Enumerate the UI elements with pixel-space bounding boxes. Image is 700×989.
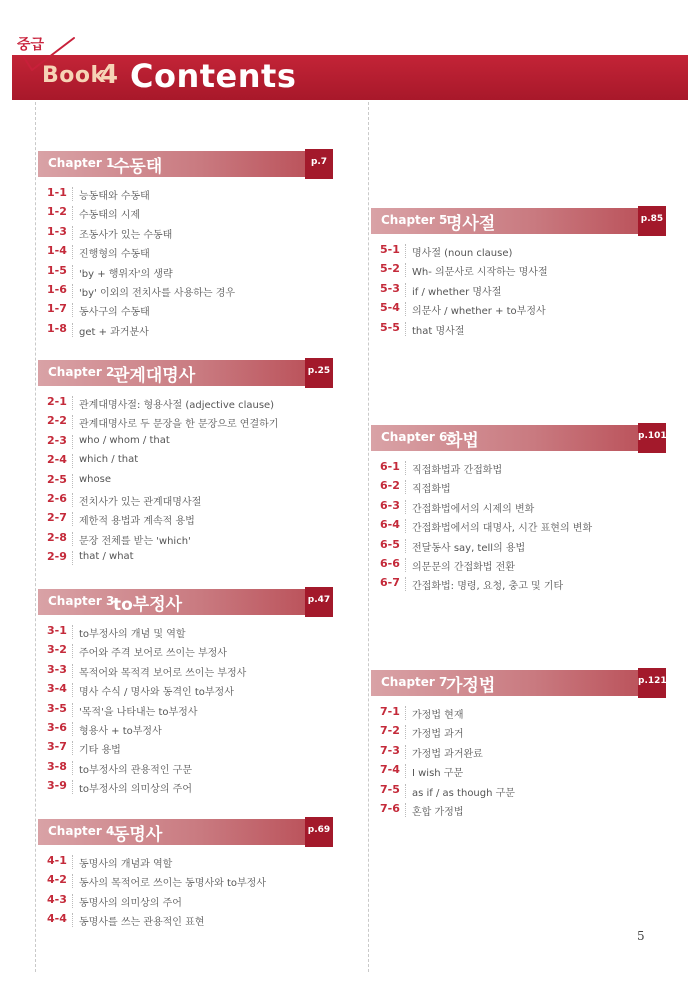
chapter-title: to부정사 [113,595,183,615]
section-number: 1-7 [47,302,67,316]
section-number: 2-9 [47,550,67,564]
section-number: 2-7 [47,511,67,525]
section-separator [405,745,406,759]
section-list [371,703,666,819]
section-title: 전치사가 있는 관계대명사절 [79,496,202,508]
section-title: 동명사의 개념과 역할 [79,859,173,870]
section-item [38,852,333,871]
section-number: 5-1 [380,243,400,256]
section-item [371,319,666,338]
section-title: 동사의 목적어로 쓰이는 동명사와 to부정사 [79,878,266,890]
section-separator [405,322,406,336]
section-title: 동명사를 쓰는 관용적인 표현 [79,917,205,929]
section-number: 7-2 [380,724,400,738]
section-separator [405,519,406,533]
section-title: get + 과거분사 [79,326,149,338]
chapter-1-block [38,151,333,339]
section-item [38,451,333,470]
section-title: 주어와 주격 보어로 쓰이는 부정사 [79,648,227,660]
section-title: as if / as though 구문 [412,787,515,799]
section-number: 1-1 [47,186,67,199]
section-separator [405,577,406,591]
section-separator [405,500,406,514]
page-number: 5 [637,929,645,943]
section-title: 관계대명사절: 형용사절 (adjective clause) [79,400,275,411]
section-separator [72,722,73,736]
section-title: 'by' 이외의 전치사를 사용하는 경우 [79,287,236,299]
section-list [371,458,666,594]
section-separator [72,454,73,468]
section-number: 3-5 [47,701,67,715]
section-separator [72,415,73,429]
section-title: 가정법 과거완료 [412,748,483,760]
section-separator [72,683,73,697]
chapter-header-bar [38,819,333,845]
section-number: 5-5 [380,320,400,334]
section-title: 직접화법과 간접화법 [412,465,503,476]
chapter-6-block [371,425,666,594]
section-title: 명사 수식 / 명사와 동격인 to부정사 [79,687,234,699]
section-title: that 명사절 [412,325,465,337]
section-number: 5-2 [380,262,400,276]
section-separator [72,644,73,658]
section-separator [405,244,406,258]
section-separator [72,551,73,565]
section-item [38,891,333,910]
chapter-header-bar [38,589,333,615]
section-item [38,719,333,738]
section-item [371,260,666,279]
section-title: 관계대명사로 두 문장을 한 문장으로 연결하기 [79,419,279,431]
section-item [38,320,333,339]
section-number: 3-2 [47,643,67,657]
chapter-title: 명사절 [446,214,496,234]
section-title: I wish 구문 [412,768,464,780]
section-title: 간접화법에서의 시제의 변화 [412,503,535,515]
section-item [371,516,666,535]
chapter-7-block [371,670,666,819]
section-item [38,281,333,300]
section-separator [72,435,73,449]
section-number: 3-9 [47,779,67,793]
chapter-header-bar [38,151,333,177]
section-item [371,477,666,496]
section-title: which / that [79,454,139,466]
section-item [38,871,333,890]
chapter-label: Chapter 4 [48,824,115,838]
section-title: 명사절 (noun clause) [412,248,513,259]
section-item [38,432,333,451]
section-number: 6-5 [380,537,400,551]
chapter-page-badge: p.121 [638,668,666,698]
section-separator [72,493,73,507]
section-item [371,761,666,780]
section-item [38,300,333,319]
chapter-title: 가정법 [446,676,496,696]
section-separator [405,539,406,553]
section-number: 6-6 [380,556,400,570]
section-item [38,184,333,203]
section-separator [72,664,73,678]
section-title: 가정법 과거 [412,729,464,741]
section-item [38,471,333,490]
section-title: Wh- 의문사로 시작하는 명사절 [412,267,548,279]
section-title: 목적어와 목적격 보어로 쓰이는 부정사 [79,667,247,679]
section-separator [72,874,73,888]
section-title: 의문사 / whether + to부정사 [412,306,546,318]
section-number: 3-4 [47,682,67,696]
section-title: 'by + 행위자'의 생략 [79,268,173,280]
section-number: 1-3 [47,224,67,238]
chapter-title: 수동태 [113,157,163,177]
section-separator [72,512,73,526]
section-item [38,680,333,699]
section-item [371,703,666,722]
section-separator [405,283,406,297]
chapter-title: 화법 [446,431,479,451]
section-title: to부정사의 개념 및 역할 [79,629,186,640]
section-list [38,852,333,930]
section-item [38,910,333,929]
section-separator [72,323,73,337]
section-number: 3-3 [47,662,67,676]
section-number: 5-4 [380,301,400,315]
section-separator [72,396,73,410]
section-title: 직접화법 [412,484,451,496]
chapter-5-block [371,208,666,338]
section-number: 7-3 [380,743,400,757]
page-title: Contents [130,57,297,95]
section-separator [72,245,73,259]
section-title: 전달동사 say, tell의 용법 [412,542,526,554]
section-title: 형용사 + to부정사 [79,725,162,737]
section-title: 수동태의 시제 [79,210,141,222]
section-number: 2-1 [47,395,67,408]
section-item [38,548,333,567]
section-item [38,242,333,261]
section-item [371,497,666,516]
section-title: to부정사의 의미상의 주어 [79,784,192,796]
section-title: 가정법 현재 [412,710,464,721]
chapter-page-badge: p.47 [305,587,333,617]
section-number: 6-2 [380,479,400,493]
section-item [371,299,666,318]
left-column-guide [35,102,36,972]
section-separator [72,894,73,908]
section-item [371,555,666,574]
section-number: 1-6 [47,282,67,296]
section-title: 간접화법에서의 대명사, 시간 표현의 변화 [412,523,593,535]
section-number: 2-4 [47,453,67,467]
section-item [38,203,333,222]
section-number: 5-3 [380,281,400,295]
chapter-2-block [38,360,333,568]
section-number: 1-8 [47,321,67,335]
section-number: 6-1 [380,460,400,473]
section-separator [72,265,73,279]
section-title: '목적'을 나타내는 to부정사 [79,706,198,718]
section-title: who / whom / that [79,434,170,446]
section-separator [72,741,73,755]
section-item [38,777,333,796]
chapter-title: 동명사 [113,825,163,845]
level-tag: 중급 [17,37,45,53]
section-item [371,742,666,761]
section-item [38,529,333,548]
section-title: that / what [79,551,134,563]
section-title: to부정사의 관용적인 구문 [79,764,192,776]
section-item [371,280,666,299]
chapter-4-block [38,819,333,930]
section-separator [72,284,73,298]
section-list [38,184,333,339]
section-separator [405,764,406,778]
section-separator [405,302,406,316]
section-separator [72,187,73,201]
section-separator [405,784,406,798]
section-separator [72,913,73,927]
section-number: 4-4 [47,912,67,926]
section-title: 조동사가 있는 수동태 [79,229,173,241]
chapter-label: Chapter 3 [48,594,115,608]
section-item [38,641,333,660]
section-separator [72,474,73,488]
section-separator [72,780,73,794]
section-item [371,574,666,593]
section-separator [72,226,73,240]
section-number: 4-2 [47,873,67,887]
section-separator [405,263,406,277]
book-label: Book [42,63,106,88]
chapter-header-bar [371,425,666,451]
book-number: 4 [100,60,119,90]
section-title: 동명사의 의미상의 주어 [79,897,182,909]
section-separator [405,706,406,720]
section-separator [72,206,73,220]
section-number: 2-2 [47,414,67,428]
section-number: 3-7 [47,740,67,754]
section-separator [72,532,73,546]
section-number: 3-1 [47,624,67,637]
section-item [38,490,333,509]
section-item [38,262,333,281]
section-title: 의문문의 간접화법 전환 [412,561,515,573]
section-separator [72,703,73,717]
section-title: if / whether 명사절 [412,286,502,298]
section-number: 4-1 [47,854,67,867]
section-number: 7-6 [380,801,400,815]
chapter-title: 관계대명사 [113,366,196,386]
section-item [38,412,333,431]
section-item [371,800,666,819]
section-item [371,241,666,260]
chapter-label: Chapter 7 [381,675,448,689]
section-item [38,223,333,242]
chapter-label: Chapter 2 [48,365,115,379]
section-number: 7-1 [380,705,400,718]
section-number: 6-4 [380,518,400,532]
section-number: 1-2 [47,205,67,219]
section-number: 6-7 [380,576,400,590]
section-number: 2-8 [47,530,67,544]
section-separator [405,461,406,475]
section-separator [72,303,73,317]
chapter-header-bar [371,670,666,696]
section-item [38,758,333,777]
chapter-header-bar [38,360,333,386]
section-item [38,509,333,528]
section-title: 동사구의 수동태 [79,307,150,319]
section-separator [405,558,406,572]
section-item [371,722,666,741]
section-number: 2-3 [47,433,67,447]
section-title: 능동태와 수동태 [79,191,150,202]
section-separator [405,803,406,817]
section-number: 3-6 [47,720,67,734]
chapter-header-bar [371,208,666,234]
section-number: 6-3 [380,498,400,512]
section-separator [72,855,73,869]
chapter-label: Chapter 5 [381,213,448,227]
section-item [38,661,333,680]
section-item [38,738,333,757]
section-title: 기타 용법 [79,745,121,757]
section-title: 제한적 용법과 계속적 용법 [79,516,195,528]
section-separator [72,761,73,775]
section-number: 1-5 [47,263,67,277]
section-item [371,536,666,555]
section-separator [405,480,406,494]
chapter-label: Chapter 1 [48,156,115,170]
chapter-page-badge: p.85 [638,206,666,236]
section-separator [405,725,406,739]
chapter-page-badge: p.101 [638,423,666,453]
section-list [38,622,333,797]
section-title: 간접화법: 명령, 요청, 충고 및 기타 [412,581,564,593]
section-item [371,781,666,800]
section-item [38,622,333,641]
section-title: 혼합 가정법 [412,806,464,818]
chapter-page-badge: p.7 [305,149,333,179]
section-title: 문장 전체를 받는 'which' [79,535,191,547]
chapter-page-badge: p.69 [305,817,333,847]
section-number: 3-8 [47,759,67,773]
section-list [371,241,666,338]
section-number: 2-5 [47,472,67,486]
section-number: 4-3 [47,892,67,906]
chapter-label: Chapter 6 [381,430,448,444]
section-number: 2-6 [47,491,67,505]
section-item [371,458,666,477]
section-title: whose [79,473,111,485]
section-item [38,700,333,719]
section-number: 1-4 [47,244,67,258]
section-item [38,393,333,412]
section-number: 7-4 [380,763,400,777]
chapter-3-block [38,589,333,797]
section-separator [72,625,73,639]
section-list [38,393,333,568]
chapter-page-badge: p.25 [305,358,333,388]
center-column-guide [368,102,369,972]
section-number: 7-5 [380,782,400,796]
section-title: 진행형의 수동태 [79,249,150,261]
